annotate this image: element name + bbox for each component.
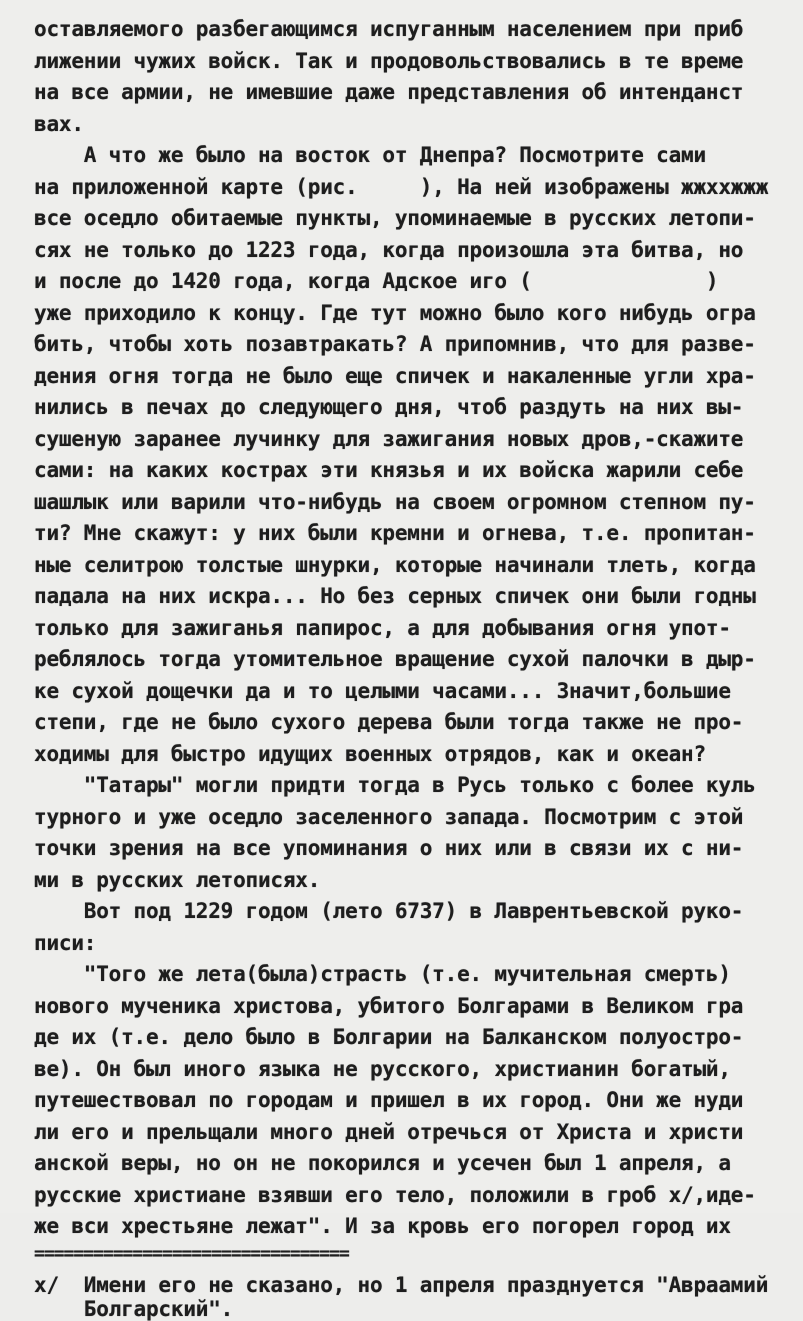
text-line: русские христиане взявши его тело, положили в гроб x/,иде-	[34, 1182, 756, 1207]
text-line: Вот под 1229 годом (лето 6737) в Лаврентьевской руко-	[34, 899, 744, 923]
text-line: падала на них искра... Но без серных спичек они были годны	[34, 584, 756, 608]
text-line: дения огня тогда не было еще спичек и накаленные угли хра-	[34, 363, 756, 388]
footnote-line-2: Болгарский".	[34, 1296, 234, 1321]
text-line: вах.	[34, 111, 84, 136]
text-line: реблялось тогда утомительное вращение сухой палочки в дыр-	[34, 647, 756, 671]
text-line: сами: на каких кострах эти князья и их войска жарили себе	[34, 458, 744, 482]
text-line: ке сухой дощечки да и то целыми часами... Значит,большие	[34, 678, 731, 703]
body-text	[34, 14, 797, 1243]
text-line: точки зрения на все упоминания о них или в связи их с ни-	[34, 836, 744, 860]
text-line: "Татары" могли придти тогда в Русь только с более куль	[34, 773, 756, 797]
text-line: сях не только до 1223 года, когда произошла эта битва, но	[34, 237, 744, 262]
text-line: А что же было на восток от Днепра? Посмотрите сами	[34, 143, 706, 167]
footnote-line-1: x/ Имени его не сказано, но 1 апреля празднуется "Авраамий	[34, 1272, 769, 1297]
text-line: сушеную заранее лучинку для зажигания новых дров,-скажите	[34, 426, 744, 451]
text-line: ходимы для быстро идущих военных отрядов, как и океан?	[34, 741, 706, 766]
footnote-separator: ================================	[34, 1242, 349, 1264]
text-line: ти? Мне скажут: у них были кремни и огнева, т.е. пропитан-	[34, 521, 756, 545]
text-line: де их (т.е. дело было в Болгарии на Балканском полуостро-	[34, 1025, 744, 1049]
text-line: нились в печах до следующего дня, чтоб раздуть на них вы-	[34, 395, 744, 419]
text-line: и после до 1420 года, когда Адское иго ( )	[34, 269, 719, 293]
text-line: только для зажиганья папирос, а для добывания огня упот-	[34, 615, 731, 640]
text-line: ли его и прельщали много дней отречься от Христа и христи	[34, 1119, 744, 1144]
text-line: "Того же лета(была)страсть (т.е. мучительная смерть)	[34, 962, 731, 986]
text-line: же вси хрестьяне лежат". И за кровь его погорел город их	[34, 1214, 731, 1238]
text-line: уже приходило к концу. Где тут можно было кого нибудь огра	[34, 300, 756, 325]
text-line: оставляемого разбегающимся испуганным населением при приб	[34, 17, 744, 41]
text-line: анской веры, но он не покорился и усечен был 1 апреля, а	[34, 1151, 731, 1175]
text-line: все оседло обитаемые пункты, упоминаемые в русских летопи-	[34, 206, 756, 230]
text-line: на все армии, не имевшие даже представления об интенданст	[34, 80, 744, 104]
text-line: лижении чужих войск. Так и продовольствовались в те време	[34, 48, 744, 73]
text-line: ные селитрою толстые шнурки, которые начинали тлеть, когда	[34, 552, 756, 577]
text-line: степи, где не было сухого дерева были тогда также не про-	[34, 710, 744, 734]
text-line: ми в русских летописях.	[34, 867, 321, 892]
text-line: на приложенной карте (рис. ), На ней изображены жжххжжж	[34, 174, 769, 199]
text-line: нового мученика христова, убитого Болгарами в Великом гра	[34, 993, 744, 1018]
text-line: бить, чтобы хоть позавтракать? А припомнив, что для разве-	[34, 332, 756, 356]
text-line: ве). Он был иного языка не русского, христианин богатый,	[34, 1056, 731, 1081]
text-line: писи:	[34, 930, 97, 955]
text-line: путешествовал по городам и пришел в их город. Они же нуди	[34, 1088, 744, 1112]
text-line: шашлык или варили что-нибудь на своем огромном степном пу-	[34, 489, 756, 514]
text-line: турного и уже оседло заселенного запада. Посмотрим с этой	[34, 804, 744, 829]
